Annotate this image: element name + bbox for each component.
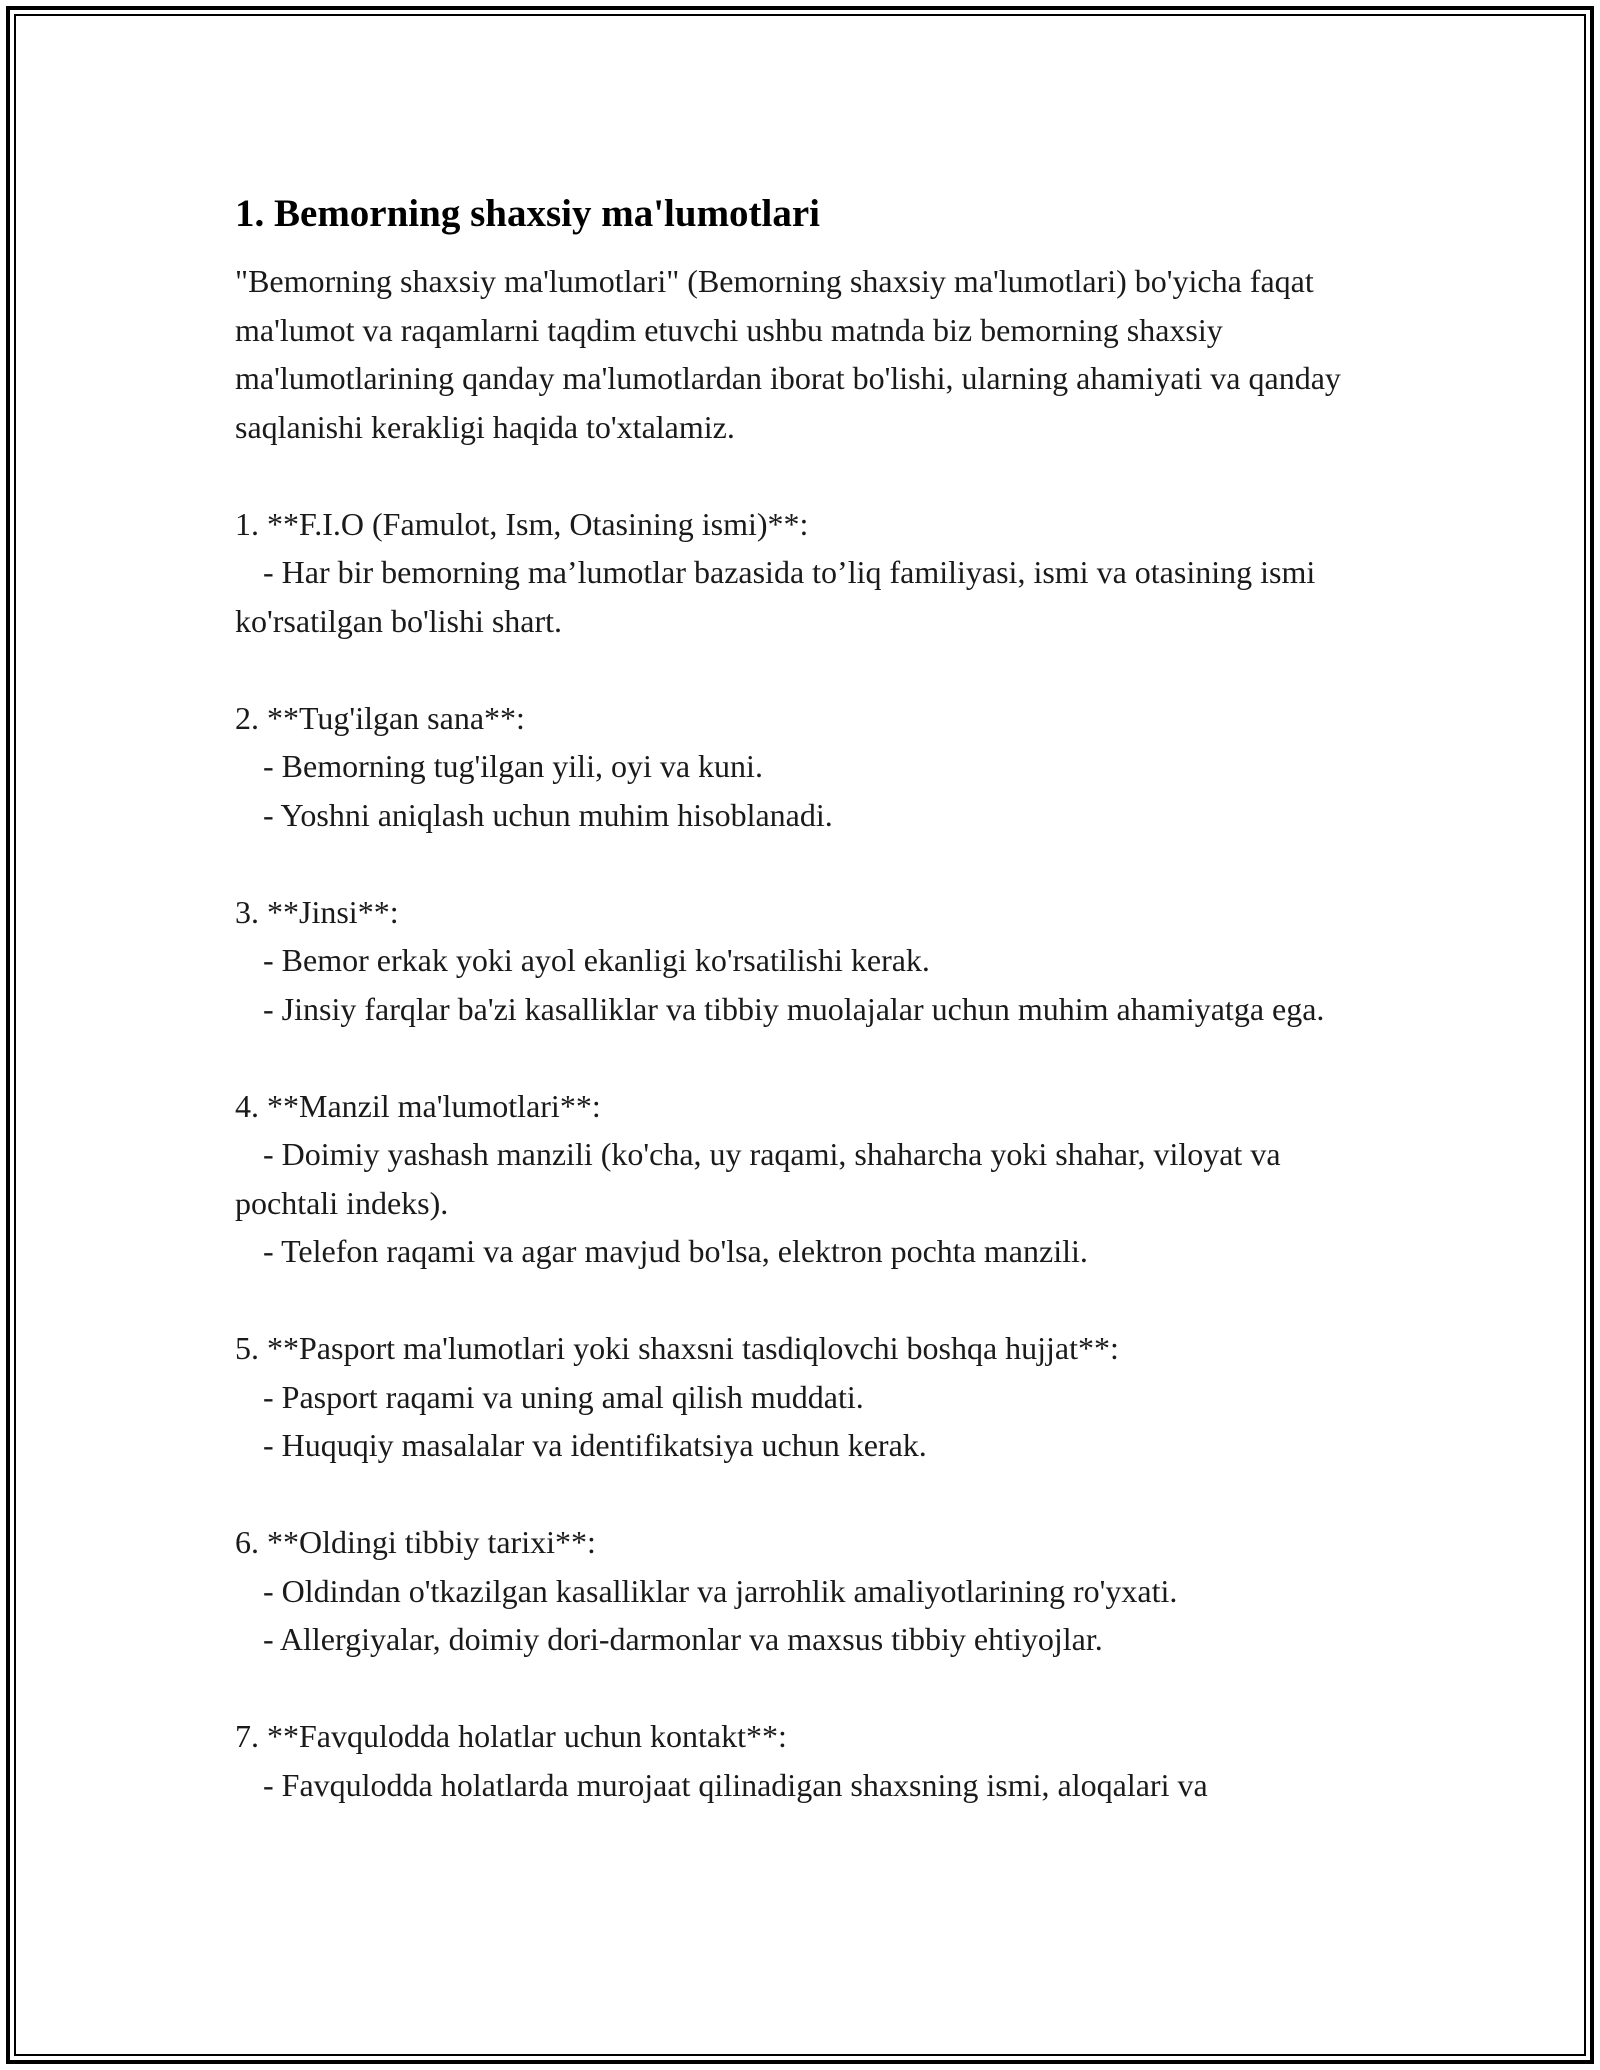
- section-item: - Jinsiy farqlar ba'zi kasalliklar va tibbiy muolajalar uchun muhim ahamiyatga ega.: [263, 990, 1325, 1027]
- section-item: - Pasport raqami va uning amal qilish muddati.: [263, 1378, 864, 1415]
- section-item: - Oldindan o'tkazilgan kasalliklar va jarrohlik amaliyotlarining ro'yxati.: [263, 1572, 1178, 1609]
- section-heading: 5. **Pasport ma'lumotlari yoki shaxsni tasdiqlovchi boshqa hujjat**:: [235, 1330, 1119, 1366]
- section-emergency-contact: [235, 1712, 1385, 1809]
- document-title: 1. Bemorning shaxsiy ma'lumotlari: [235, 192, 821, 235]
- section-heading: 1. **F.I.O (Famulot, Ism, Otasining ismi)**:: [235, 505, 809, 542]
- section-item: - Favqulodda holatlarda murojaat qilinadigan shaxsning ismi, aloqalari va: [263, 1766, 1208, 1803]
- section-gender: [235, 888, 1385, 1034]
- section-passport: [235, 1324, 1385, 1470]
- section-item: - Har bir bemorning ma’lumotlar bazasida to’liq familiyasi, ismi va otasining ismi ko'rsatilgan bo'lishi shart.: [235, 554, 1316, 639]
- section-medical-history: [235, 1518, 1385, 1664]
- section-heading: 6. **Oldingi tibbiy tarixi**:: [235, 1524, 596, 1560]
- section-fio: [235, 500, 1385, 646]
- section-birth-date: [235, 694, 1385, 840]
- section-item: - Telefon raqami va agar mavjud bo'lsa, elektron pochta manzili.: [263, 1233, 1088, 1269]
- section-heading: 3. **Jinsi**:: [235, 893, 399, 930]
- document-page: [235, 185, 1385, 1809]
- section-item: - Allergiyalar, doimiy dori-darmonlar va maxsus tibbiy ehtiyojlar.: [263, 1621, 1103, 1657]
- section-item: - Huquqiy masalalar va identifikatsiya uchun kerak.: [263, 1427, 927, 1463]
- section-heading: 7. **Favqulodda holatlar uchun kontakt**:: [235, 1718, 787, 1754]
- intro-paragraph: "Bemorning shaxsiy ma'lumotlari" (Bemorning shaxsiy ma'lumotlari) bo'yicha faqat ma'lumot va raqamlarni taqdim etuvchi ushbu matnda biz bemorning shaxsiy ma'lumotlarining qanday ma'lumotlardan iborat bo'lishi, ularning ahamiyati va qanday saqlanishi kerakligi haqida to'xtalamiz.: [235, 263, 1341, 445]
- section-item: - Yoshni aniqlash uchun muhim hisoblanadi.: [263, 796, 833, 833]
- section-item: - Doimiy yashash manzili (ko'cha, uy raqami, shaharcha yoki shahar, viloyat va pochtali indeks).: [235, 1136, 1281, 1221]
- section-item: - Bemorning tug'ilgan yili, oyi va kuni.: [263, 748, 763, 784]
- section-item: - Bemor erkak yoki ayol ekanligi ko'rsatilishi kerak.: [263, 942, 930, 978]
- section-heading: 4. **Manzil ma'lumotlari**:: [235, 1087, 601, 1124]
- section-address: [235, 1082, 1385, 1276]
- section-heading: 2. **Tug'ilgan sana**:: [235, 699, 525, 736]
